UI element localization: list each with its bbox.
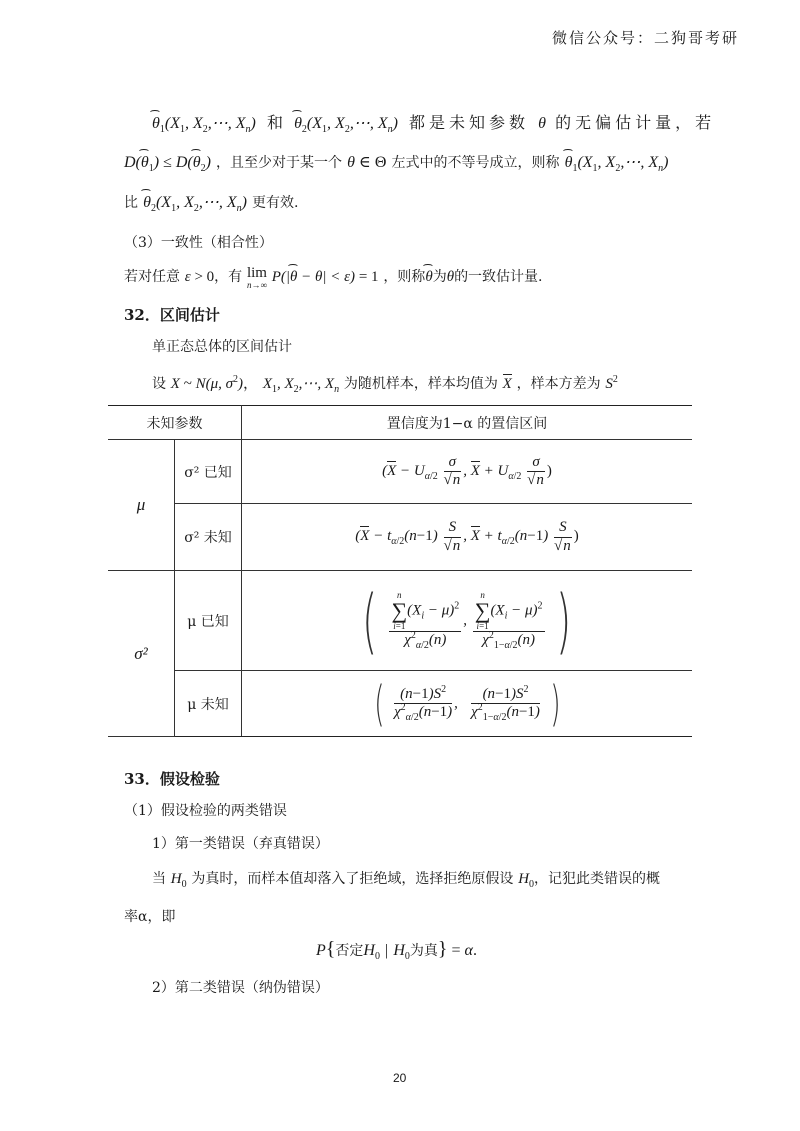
cond-sigma-unknown: σ² 未知 — [175, 504, 242, 571]
efficiency-and: 和 — [266, 113, 283, 132]
efficiency-line-1: ⌢ $\theta_1(X_1$, $X_2,\cdots$, $X_n$) 和 ⌢ $\theta_2(X_1$, $X_2,\cdots$, $X_n$) 都是未知参数 θ 的无偏估计量，若 — [152, 110, 715, 133]
efficiency-are-unbiased: 都是未知参数 — [409, 113, 530, 132]
setup-random-sample: 为随机样本，样本均值为 — [343, 376, 498, 392]
section-33-number: 33． — [124, 770, 160, 788]
header-unknown-param: 未知参数 — [108, 406, 242, 440]
section-32-heading — [124, 304, 220, 325]
section-33-item1: 1）第一类错误（弃真错误） — [152, 836, 329, 852]
efficiency-line-2: D(⌢ $\theta_1$) ≤ D(⌢ $\theta_2$) ，且至少对于某一个 θ ∈ Θ 左式中的不等号成立，则称 ⌢ $\theta_1(X_1$, $X_2,\cdots$, $X_n$) — [124, 152, 668, 172]
ci-sigma2-mu-unknown: ( $\frac{(n-1)S^2}{\chi^2_{\alpha/2}(n-1)}$ , $\frac{(n-1)S^2}{\chi^2_{1-\alpha/2}(n-1)}$ ) — [242, 671, 693, 737]
consistency-then: ，则称 — [383, 269, 426, 285]
efficiency-condition-tail: 左式中的不等号成立，则称 — [391, 155, 560, 171]
page-number: 20 — [393, 1071, 407, 1085]
consistency-heading: （3）一致性（相合性） — [124, 235, 273, 251]
consistency-if: 若对任意 — [124, 269, 180, 285]
header-confidence-interval: 置信度为1−α 的置信区间 — [242, 406, 693, 440]
section-32-title: 区间估计 — [159, 306, 220, 324]
consistency-is: 为 — [432, 269, 447, 285]
para1-body: 为真时，而样本值却落入了拒绝域，选择拒绝原假设 — [191, 871, 514, 887]
type1-error-formula: P{否定$H_0$ | $H_0$为真} = α. — [316, 938, 477, 963]
section-33-heading — [124, 768, 220, 789]
cond-sigma-known: σ² 已知 — [175, 440, 242, 504]
section-32-setup: 设 X ~ N(μ, $\sigma^2$)， $X_1$, $X_2,\cdots$, $X_n$ 为随机样本，样本均值为 X ，样本方差为 $S^2$ — [152, 374, 618, 395]
formula-reject: 否定 — [335, 943, 364, 959]
section-32-subtitle: 单正态总体的区间估计 — [152, 339, 292, 355]
section-33-para1: 当 $H_0$ 为真时，而样本值却落入了拒绝域，选择拒绝原假设 $H_0$，记犯此类错误的概 — [152, 871, 661, 890]
ci-mu-sigma-known: ($X - U_{\alpha/2}$ $\frac{\sigma}{√n}$ , $X + U_{\alpha/2}$ $\frac{\sigma}{√n}$ ) — [242, 440, 693, 504]
para1-tail: ，记犯此类错误的概 — [534, 871, 661, 887]
efficiency-estimator: 的无偏估计量，若 — [555, 113, 716, 132]
para1-when: 当 — [152, 871, 166, 887]
consistency-estimator: 的一致估计量. — [454, 269, 543, 285]
efficiency-line-3: 比 ⌢ $\theta_2(X_1$, $X_2,\cdots$, $X_n$) 更有效. — [124, 192, 299, 212]
confidence-interval-table — [108, 405, 692, 737]
consistency-definition: 若对任意 ε > 0，有 lim n→∞ P(|⌢ θ − θ| < ε) = 1 ，则称⌢ θ为θ的一致估计量. — [124, 266, 543, 290]
efficiency-than: 比 — [124, 195, 138, 211]
cond-mu-known: μ 已知 — [175, 571, 242, 671]
efficiency-condition: ，且至少对于某一个 — [216, 155, 343, 171]
ci-mu-sigma-unknown: ($X - t_{\alpha/2}(n-1)$ $\frac{S}{√n}$ , $X + t_{\alpha/2}(n-1)$ $\frac{S}{√n}$ ) — [242, 504, 693, 571]
mu-param-cell: μ — [108, 440, 175, 571]
section-32-number: 32． — [124, 306, 160, 324]
sigma2-param-cell: σ² — [108, 571, 175, 737]
header-watermark: 微信公众号：二狗哥考研 — [552, 29, 740, 47]
section-33-para2: 率α，即 — [124, 909, 176, 925]
cond-mu-unknown: μ 未知 — [175, 671, 242, 737]
consistency-has: ，有 — [214, 269, 243, 285]
efficiency-more-effective: 更有效. — [252, 195, 299, 211]
section-33-title: 假设检验 — [159, 770, 220, 788]
setup-variance: ，样本方差为 — [516, 376, 601, 392]
setup-let: 设 — [152, 376, 166, 392]
ci-sigma2-mu-known: ( n ∑ i=1 $(X_i - \mu)^2$ $\chi^2_{\alpha/2}(n)$ , n ∑ i=1 $(X_i - \mu)^2$ $\chi^2_{1-\alpha/2}(n)$ ) — [242, 571, 693, 671]
section-33-item2: 2）第二类错误（纳伪错误） — [152, 980, 329, 996]
formula-true: 为真 — [409, 943, 438, 959]
section-33-sub1: （1）假设检验的两类错误 — [124, 803, 287, 819]
